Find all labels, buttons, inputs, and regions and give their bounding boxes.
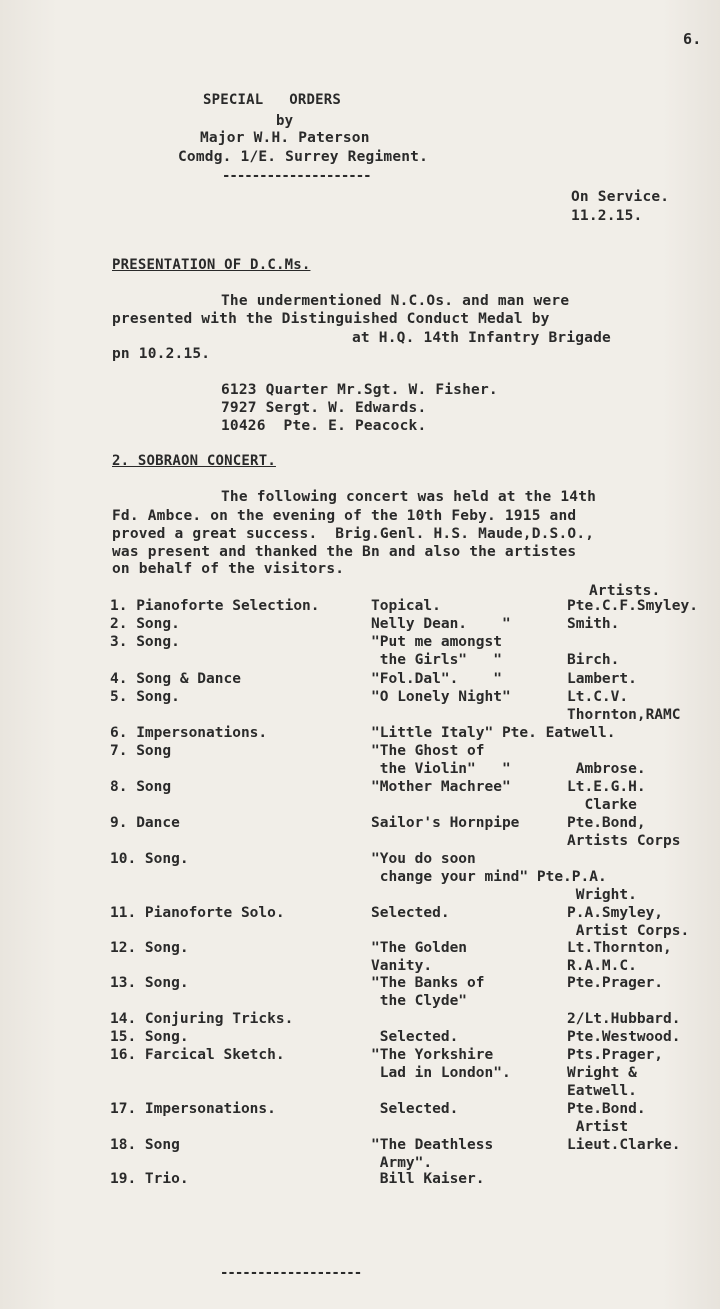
programme-title: Selected. (371, 1101, 459, 1117)
programme-title: "Put me amongst (371, 634, 502, 650)
section1-paragraph-line2: presented with the Distinguished Conduct Medal by (112, 311, 550, 327)
header-title: SPECIAL ORDERS (203, 92, 342, 108)
programme-item: 2. Song. (110, 616, 180, 632)
programme-artist: Pte.C.F.Smyley. (567, 598, 698, 614)
programme-row (0, 689, 720, 725)
programme-artist: Lt.Thornton, (567, 940, 672, 956)
programme-title: "Mother Machree" (371, 779, 511, 795)
programme-title: the Clyde" (371, 993, 468, 1009)
programme-row (0, 905, 720, 941)
programme-artist: Clarke (567, 797, 637, 813)
programme-title: Sailor's Hornpipe (371, 815, 520, 831)
service-date: 11.2.15. (571, 208, 643, 224)
programme-item: 7. Song (110, 743, 172, 759)
programme-artist: Smith. (567, 616, 620, 632)
programme-title: "You do soon (371, 851, 476, 867)
programme-item: 8. Song (110, 779, 172, 795)
recipient-2: 7927 Sergt. W. Edwards. (221, 400, 427, 416)
programme-artist: Lt.E.G.H. (567, 779, 646, 795)
programme-item: 1. Pianoforte Selection. (110, 598, 320, 614)
programme-row (0, 1171, 720, 1207)
programme-item: 4. Song & Dance (110, 671, 241, 687)
programme-item: 19. Trio. (110, 1171, 189, 1187)
programme-row (0, 815, 720, 851)
programme-artist: Pte.Bond. (567, 1101, 646, 1117)
header-divider: -------------------- (222, 168, 371, 184)
programme-artist: Ambrose. (567, 761, 646, 777)
programme-artist: Birch. (567, 652, 620, 668)
section2-paragraph-line4: was present and thanked the Bn and also the artistes (112, 544, 577, 560)
programme-title: the Girls" " (371, 652, 502, 668)
section1-paragraph-line4: pn 10.2.15. (112, 346, 211, 362)
section1-paragraph-line3: at H.Q. 14th Infantry Brigade (352, 330, 611, 346)
programme-artist: Wright & (567, 1065, 637, 1081)
programme-title: "The Golden (371, 940, 468, 956)
section2-paragraph-line3: proved a great success. Brig.Genl. H.S. Maude,D.S.O., (112, 526, 595, 542)
programme-title: Selected. (371, 1029, 459, 1045)
programme-row (0, 851, 720, 903)
programme-artist: Lieut.Clarke. (567, 1137, 681, 1153)
programme-item: 11. Pianoforte Solo. (110, 905, 285, 921)
header-by: by (276, 113, 294, 129)
programme-item: 3. Song. (110, 634, 180, 650)
section2-paragraph-line1: The following concert was held at the 14th (221, 489, 597, 505)
section2-paragraph-line5: on behalf of the visitors. (112, 561, 345, 577)
programme-title: Vanity. (371, 958, 433, 974)
header-command: Comdg. 1/E. Surrey Regiment. (178, 149, 429, 165)
programme-row (0, 779, 720, 815)
programme-item: 12. Song. (110, 940, 189, 956)
programme-artist: Pte.Westwood. (567, 1029, 681, 1045)
programme-title: Topical. (371, 598, 441, 614)
footer-divider: ------------------- (220, 1265, 362, 1281)
programme-row (0, 940, 720, 976)
programme-artist: Artist Corps. (567, 923, 690, 939)
programme-title: "The Yorkshire (371, 1047, 494, 1063)
programme-item: 10. Song. (110, 851, 189, 867)
service-label: On Service. (571, 189, 670, 205)
programme-item: 16. Farcical Sketch. (110, 1047, 285, 1063)
programme-row (0, 634, 720, 670)
programme-row (0, 1101, 720, 1137)
programme-item: 9. Dance (110, 815, 180, 831)
section1-paragraph-line1: The undermentioned N.C.Os. and man were (221, 293, 570, 309)
programme-title: Army". (371, 1155, 433, 1171)
programme-row (0, 975, 720, 1011)
programme-artist: Lt.C.V. (567, 689, 629, 705)
recipient-3: 10426 Pte. E. Peacock. (221, 418, 427, 434)
programme-title: "The Ghost of (371, 743, 485, 759)
section2-heading: 2. SOBRAON CONCERT. (112, 453, 276, 469)
programme-title: "O Lonely Night" (371, 689, 511, 705)
programme-title: Selected. (371, 905, 450, 921)
page-number: 6. (683, 30, 702, 48)
programme-item: 17. Impersonations. (110, 1101, 276, 1117)
programme-artist: Pte.Bond, (567, 815, 646, 831)
programme-artist: P.A.Smyley, (567, 905, 664, 921)
header-officer: Major W.H. Paterson (200, 130, 370, 146)
programme-artist: Thornton,RAMC (567, 707, 681, 723)
programme-item: 13. Song. (110, 975, 189, 991)
artists-column-header: Artists. (589, 583, 661, 599)
programme-item: 5. Song. (110, 689, 180, 705)
programme-item: 6. Impersonations. (110, 725, 268, 741)
programme-title: "The Deathless (371, 1137, 494, 1153)
programme-item: 15. Song. (110, 1029, 189, 1045)
programme-item: 18. Song (110, 1137, 180, 1153)
recipient-1: 6123 Quarter Mr.Sgt. W. Fisher. (221, 382, 498, 398)
programme-artist: Pts.Prager, (567, 1047, 664, 1063)
programme-title: Nelly Dean. " (371, 616, 511, 632)
programme-title: change your mind" Pte.P.A. (371, 869, 607, 885)
programme-artist: R.A.M.C. (567, 958, 637, 974)
section2-paragraph-line2: Fd. Ambce. on the evening of the 10th Feby. 1915 and (112, 508, 577, 524)
programme-artist: 2/Lt.Hubbard. (567, 1011, 681, 1027)
section1-heading: PRESENTATION OF D.C.Ms. (112, 257, 311, 273)
programme-artist: Eatwell. (567, 1083, 637, 1099)
programme-title: "Fol.Dal". " (371, 671, 502, 687)
programme-title: "The Banks of (371, 975, 485, 991)
programme-row (0, 1047, 720, 1099)
programme-row (0, 1137, 720, 1173)
programme-artist: Wright. (567, 887, 637, 903)
programme-artist: Artist (567, 1119, 629, 1135)
programme-title: "Little Italy" Pte. Eatwell. (371, 725, 616, 741)
programme-item: 14. Conjuring Tricks. (110, 1011, 294, 1027)
programme-artist: Artists Corps (567, 833, 681, 849)
programme-title: Bill Kaiser. (371, 1171, 485, 1187)
programme-artist: Lambert. (567, 671, 637, 687)
programme-artist: Pte.Prager. (567, 975, 664, 991)
programme-row (0, 743, 720, 779)
programme-title: Lad in London". (371, 1065, 511, 1081)
programme-title: the Violin" " (371, 761, 511, 777)
